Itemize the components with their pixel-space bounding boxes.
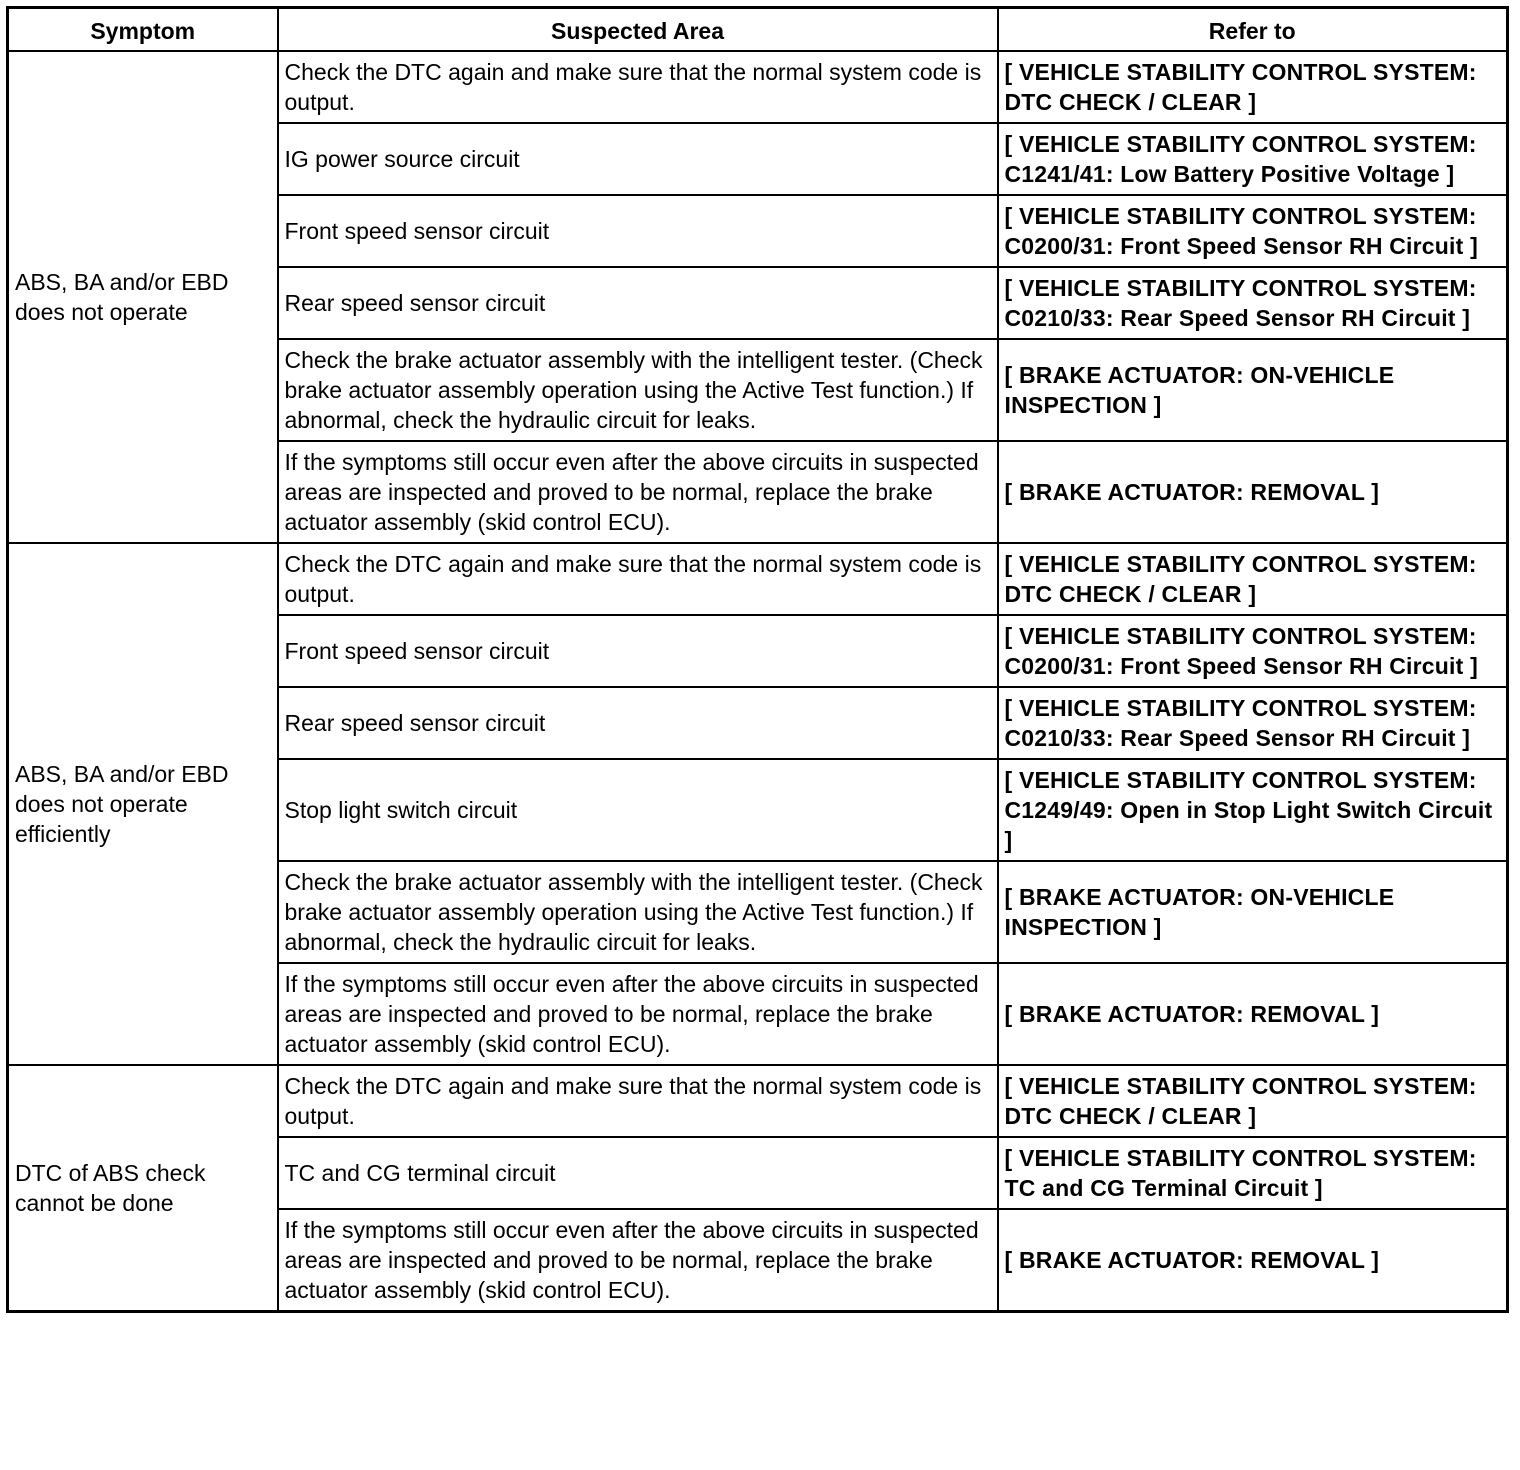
header-suspected-area: Suspected Area bbox=[278, 8, 998, 52]
refer-to-cell: [ VEHICLE STABILITY CONTROL SYSTEM: C0210/33: Rear Speed Sensor RH Circuit ] bbox=[998, 267, 1508, 339]
table-header bbox=[8, 8, 1508, 52]
suspected-area-cell: Stop light switch circuit bbox=[278, 759, 998, 861]
suspected-area-cell: Check the DTC again and make sure that the normal system code is output. bbox=[278, 1065, 998, 1137]
symptom-cell: ABS, BA and/or EBD does not operate bbox=[8, 51, 278, 543]
header-row bbox=[8, 8, 1508, 52]
refer-to-cell: [ VEHICLE STABILITY CONTROL SYSTEM: DTC CHECK / CLEAR ] bbox=[998, 51, 1508, 123]
suspected-area-cell: Front speed sensor circuit bbox=[278, 195, 998, 267]
refer-to-cell: [ VEHICLE STABILITY CONTROL SYSTEM: C1241/41: Low Battery Positive Voltage ] bbox=[998, 123, 1508, 195]
symptom-cell: DTC of ABS check cannot be done bbox=[8, 1065, 278, 1312]
refer-to-cell: [ BRAKE ACTUATOR: REMOVAL ] bbox=[998, 1209, 1508, 1312]
refer-to-cell: [ BRAKE ACTUATOR: REMOVAL ] bbox=[998, 963, 1508, 1065]
refer-to-cell: [ VEHICLE STABILITY CONTROL SYSTEM: TC and CG Terminal Circuit ] bbox=[998, 1137, 1508, 1209]
refer-to-cell: [ BRAKE ACTUATOR: ON-VEHICLE INSPECTION ] bbox=[998, 861, 1508, 963]
table-row bbox=[8, 1065, 1508, 1137]
suspected-area-cell: If the symptoms still occur even after the above circuits in suspected areas are inspected and proved to be normal, replace the brake actuator assembly (skid control ECU). bbox=[278, 441, 998, 543]
suspected-area-cell: If the symptoms still occur even after the above circuits in suspected areas are inspected and proved to be normal, replace the brake actuator assembly (skid control ECU). bbox=[278, 963, 998, 1065]
symptom-cell: ABS, BA and/or EBD does not operate efficiently bbox=[8, 543, 278, 1065]
refer-to-cell: [ VEHICLE STABILITY CONTROL SYSTEM: C0200/31: Front Speed Sensor RH Circuit ] bbox=[998, 195, 1508, 267]
suspected-area-cell: TC and CG terminal circuit bbox=[278, 1137, 998, 1209]
suspected-area-cell: Front speed sensor circuit bbox=[278, 615, 998, 687]
suspected-area-cell: Rear speed sensor circuit bbox=[278, 267, 998, 339]
table-row bbox=[8, 543, 1508, 615]
suspected-area-cell: Check the brake actuator assembly with the intelligent tester. (Check brake actuator assembly operation using the Active Test function.) If abnormal, check the hydraulic circuit for leaks. bbox=[278, 861, 998, 963]
refer-to-cell: [ VEHICLE STABILITY CONTROL SYSTEM: C1249/49: Open in Stop Light Switch Circuit ] bbox=[998, 759, 1508, 861]
header-refer-to: Refer to bbox=[998, 8, 1508, 52]
table-row bbox=[8, 51, 1508, 123]
header-symptom: Symptom bbox=[8, 8, 278, 52]
suspected-area-cell: Rear speed sensor circuit bbox=[278, 687, 998, 759]
refer-to-cell: [ VEHICLE STABILITY CONTROL SYSTEM: C0210/33: Rear Speed Sensor RH Circuit ] bbox=[998, 687, 1508, 759]
refer-to-cell: [ BRAKE ACTUATOR: ON-VEHICLE INSPECTION ] bbox=[998, 339, 1508, 441]
suspected-area-cell: IG power source circuit bbox=[278, 123, 998, 195]
suspected-area-cell: Check the brake actuator assembly with the intelligent tester. (Check brake actuator assembly operation using the Active Test function.) If abnormal, check the hydraulic circuit for leaks. bbox=[278, 339, 998, 441]
refer-to-cell: [ VEHICLE STABILITY CONTROL SYSTEM: C0200/31: Front Speed Sensor RH Circuit ] bbox=[998, 615, 1508, 687]
troubleshooting-table-wrapper bbox=[6, 6, 1509, 1313]
problem-symptoms-table bbox=[6, 6, 1509, 1313]
refer-to-cell: [ VEHICLE STABILITY CONTROL SYSTEM: DTC CHECK / CLEAR ] bbox=[998, 543, 1508, 615]
suspected-area-cell: Check the DTC again and make sure that the normal system code is output. bbox=[278, 543, 998, 615]
suspected-area-cell: If the symptoms still occur even after the above circuits in suspected areas are inspected and proved to be normal, replace the brake actuator assembly (skid control ECU). bbox=[278, 1209, 998, 1312]
refer-to-cell: [ VEHICLE STABILITY CONTROL SYSTEM: DTC CHECK / CLEAR ] bbox=[998, 1065, 1508, 1137]
suspected-area-cell: Check the DTC again and make sure that the normal system code is output. bbox=[278, 51, 998, 123]
table-body bbox=[8, 51, 1508, 1312]
refer-to-cell: [ BRAKE ACTUATOR: REMOVAL ] bbox=[998, 441, 1508, 543]
